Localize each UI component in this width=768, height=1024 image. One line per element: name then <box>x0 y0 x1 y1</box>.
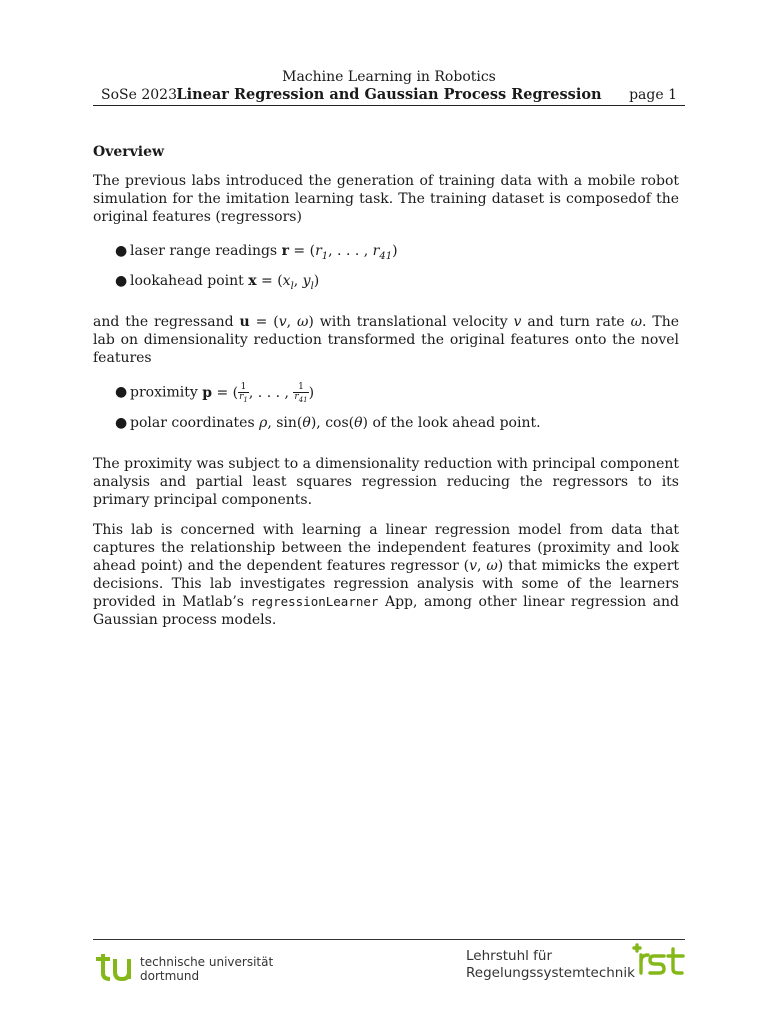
formula-v: v <box>513 314 522 330</box>
semester: SoSe 2023 <box>101 87 177 103</box>
main-content <box>93 140 679 641</box>
text-run: that mimicks the expert decisions. This lab investigates regression analysis with some of the learners provided in Matlab’s <box>93 558 680 610</box>
formula-u: u = (v, ω) <box>239 314 314 330</box>
tu-dortmund-logo-icon <box>93 952 135 982</box>
chair-name <box>466 948 635 982</box>
feature-list <box>93 242 679 290</box>
rst-logo-icon <box>631 943 687 981</box>
list-item-label: lookahead point <box>130 273 244 289</box>
formula-omega: ω <box>630 314 643 330</box>
university-line: technische universität <box>140 955 274 969</box>
footer-rule <box>93 939 685 940</box>
text-run: . The lab on dimensionality reduction transformed the original features onto the novel features <box>93 314 680 366</box>
formula-r: $r = (r_1$, . . . , $r_{41}$) <box>281 243 398 262</box>
formula-p: p = ( $\frac{1}{r_1}$ , . . . , $\frac{1}{r_{41}}$ ) <box>202 382 315 404</box>
formula-v-omega: (v, ω) <box>463 558 504 574</box>
list-item-label: proximity <box>130 384 198 401</box>
text-run: App, among other linear regression and Gaussian process models. <box>93 594 679 628</box>
header-row <box>93 85 685 106</box>
text-run: and turn rate <box>527 314 625 330</box>
list-item-proximity <box>93 383 679 402</box>
text-run: This lab is concerned with learning a linear regression model from data that captures the relationship between the independent features (proximity and look ahead point) and the dependent features regressor <box>93 522 679 574</box>
course-title: Machine Learning in Robotics <box>282 69 496 85</box>
text-run: with translational velocity <box>319 314 508 330</box>
code-regression-learner: regressionLearner <box>250 594 379 609</box>
formula-polar: ρ, sin(θ), cos(θ) <box>259 415 369 431</box>
list-item-suffix: of the look ahead point. <box>372 415 541 431</box>
bullet-icon: ● <box>115 415 128 431</box>
novel-feature-list <box>93 383 679 432</box>
university-name <box>140 955 273 983</box>
list-item-polar <box>93 414 679 432</box>
formula-x: $x = (x_l$, $y_l$) <box>248 273 320 292</box>
paragraph-lab <box>93 521 679 629</box>
bullet-icon: ● <box>115 384 128 400</box>
paragraph-regressand <box>93 313 679 367</box>
page-number: page 1 <box>629 87 677 103</box>
paragraph-proximity: The proximity was subject to a dimensionality reduction with principal component analysis and partial least squares regression reducing the regressors to its primary principal components. <box>93 456 679 508</box>
chair-line: Regelungssystemtechnik <box>466 965 635 981</box>
list-item-label: polar coordinates <box>130 415 255 431</box>
list-item-label: laser range readings <box>130 243 278 259</box>
text-run: and the regressand <box>93 314 234 330</box>
section-heading-overview: Overview <box>93 144 165 160</box>
chair-line: Lehrstuhl für <box>466 948 553 964</box>
bullet-icon: ● <box>115 243 128 259</box>
list-item-laser <box>93 242 679 260</box>
document-title: Linear Regression and Gaussian Process Regression <box>176 86 602 103</box>
list-item-lookahead <box>93 272 679 290</box>
bullet-icon: ● <box>115 273 128 289</box>
university-line: dortmund <box>140 969 200 983</box>
paragraph-intro: The previous labs introduced the generation of training data with a mobile robot simulation for the imitation learning task. The training dataset is composedof the original features (regressors) <box>93 173 679 225</box>
